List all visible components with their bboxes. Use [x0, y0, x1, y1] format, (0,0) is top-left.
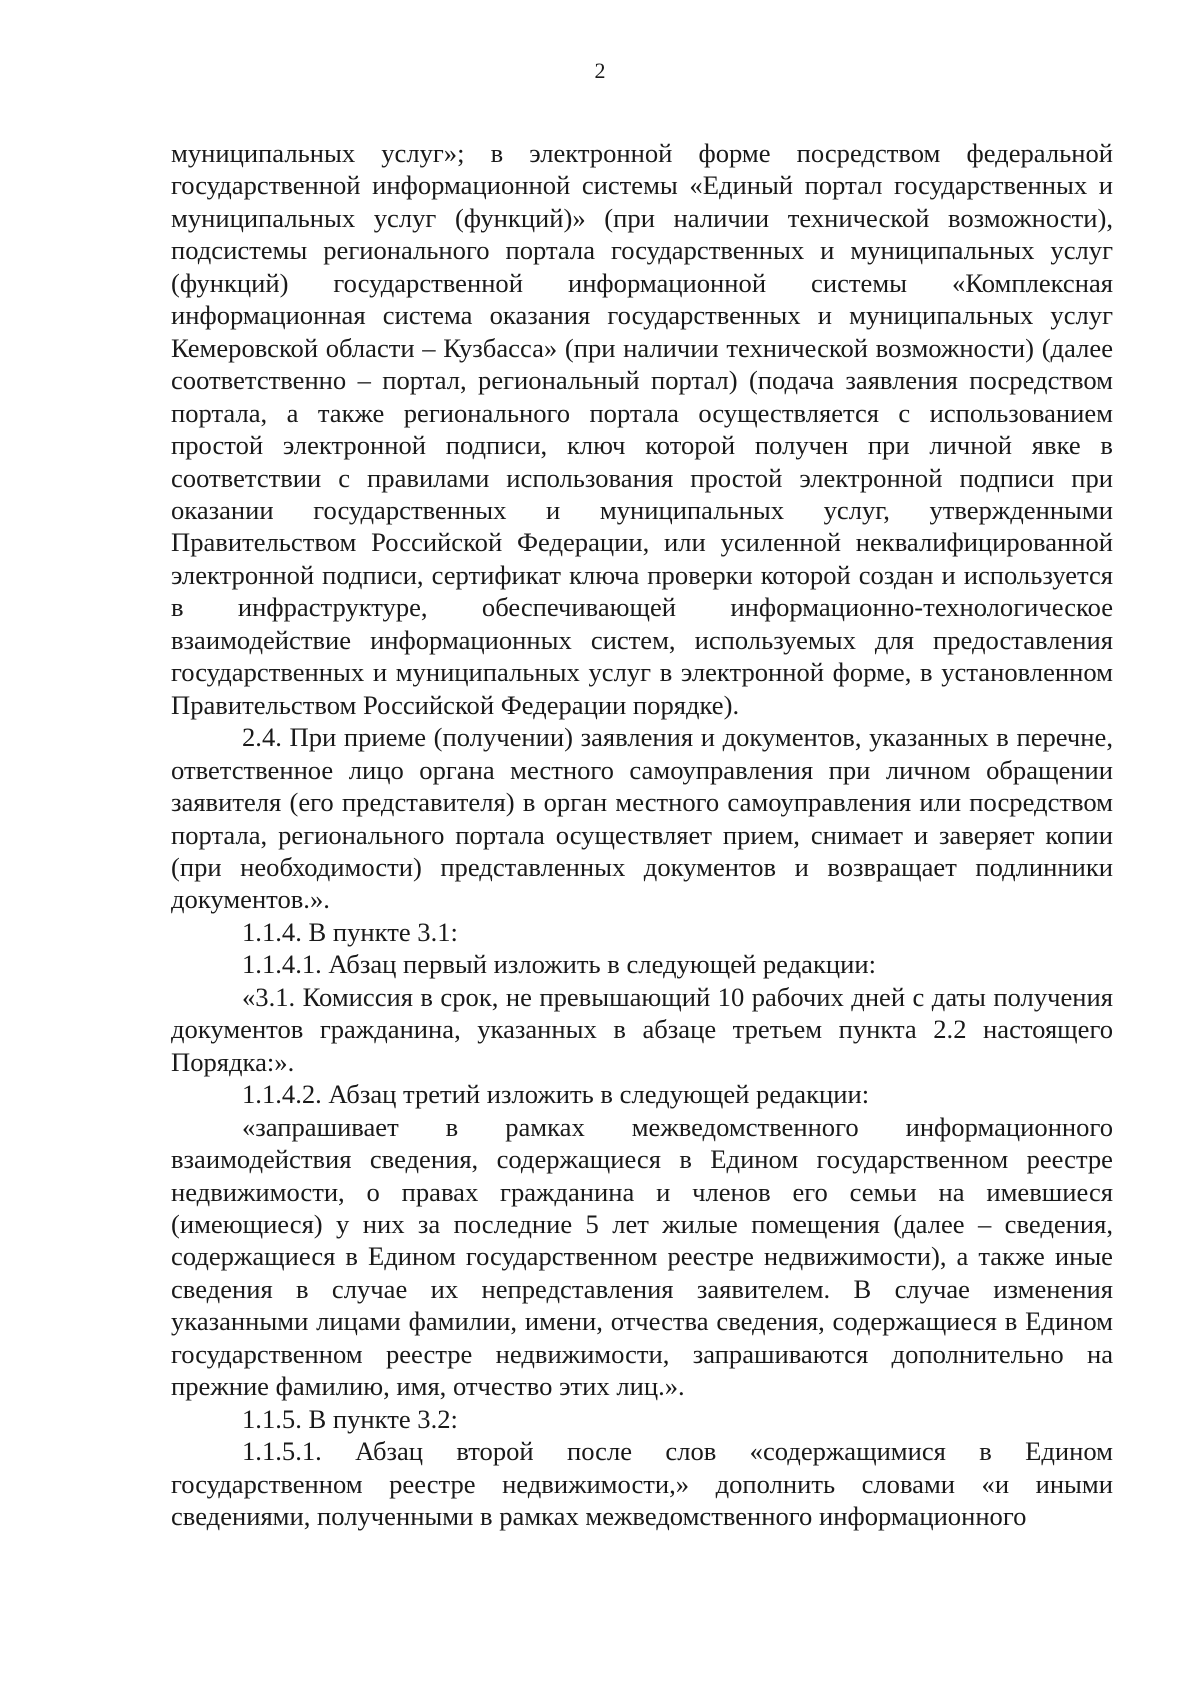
paragraph-item-1-1-5-1: 1.1.5.1. Абзац второй после слов «содержащимися в Едином государственном реестре недвижимости,» дополнить словами «и иными сведениями, полученными в рамках межведомственного информационного: [171, 1436, 1113, 1532]
paragraph-item-1-1-5: 1.1.5. В пункте 3.2:: [242, 1403, 458, 1434]
page-number: 2: [594, 58, 606, 83]
paragraph-item-1-1-4: 1.1.4. В пункте 3.1:: [242, 916, 458, 947]
paragraph-item-1-1-4-2: 1.1.4.2. Абзац третий изложить в следующей редакции:: [242, 1079, 870, 1110]
paragraph-item-1-1-4-1: 1.1.4.1. Абзац первый изложить в следующей редакции:: [242, 949, 876, 980]
paragraph-quote-3-1: «3.1. Комиссия в срок, не превышающий 10 рабочих дней с даты получения документов гражданина, указанных в абзаце третьем пункта 2.2 настоящего Порядка:».: [171, 981, 1113, 1077]
paragraph-quote-request: «запрашивает в рамках межведомственного информационного взаимодействия сведения, содержащиеся в Едином государственном реестре недвижимости, о правах гражданина и членов его семьи на имевшиеся (имеющиеся) у них за последние 5 лет жилые помещения (далее – сведения, содержащиеся в Едином государственном реестре недвижимости), а также иные сведения в случае их непредставления заявителем. В случае изменения указанными лицами фамилии, имени, отчества сведения, содержащиеся в Едином государственном реестре недвижимости, запрашиваются дополнительно на прежние фамилию, имя, отчество этих лиц.».: [171, 1111, 1113, 1402]
paragraph-item-2-4: 2.4. При приеме (получении) заявления и документов, указанных в перечне, ответственное лицо органа местного самоуправления при личном обращении заявителя (его представителя) в орган местного самоуправления или посредством портала, регионального портала осуществляет прием, снимает и заверяет копии (при необходимости) представленных документов и возвращает подлинники документов.».: [171, 722, 1113, 915]
document-body: [171, 137, 1113, 1532]
paragraph-continuation: муниципальных услуг»; в электронной форме посредством федеральной государственной информационной системы «Единый портал государственных и муниципальных услуг (функций)» (при наличии технической возможности), подсистемы регионального портала государственных и муниципальных услуг (функций) государственной информационной системы «Комплексная информационная система оказания государственных и муниципальных услуг Кемеровской области – Кузбасса» (при наличии технической возможности) (далее соответственно – портал, региональный портал) (подача заявления посредством портала, а также регионального портала осуществляется с использованием простой электронной подписи, ключ которой получен при личной явке в соответствии с правилами использования простой электронной подписи при оказании государственных и муниципальных услуг, утвержденными Правительством Российской Федерации, или усиленной неквалифицированной электронной подписи, сертификат ключа проверки которой создан и используется в инфраструктуре, обеспечивающей информационно-технологическое взаимодействие информационных систем, используемых для предоставления государственных и муниципальных услуг в электронной форме, в установленном Правительством Российской Федерации порядке).: [171, 138, 1113, 720]
